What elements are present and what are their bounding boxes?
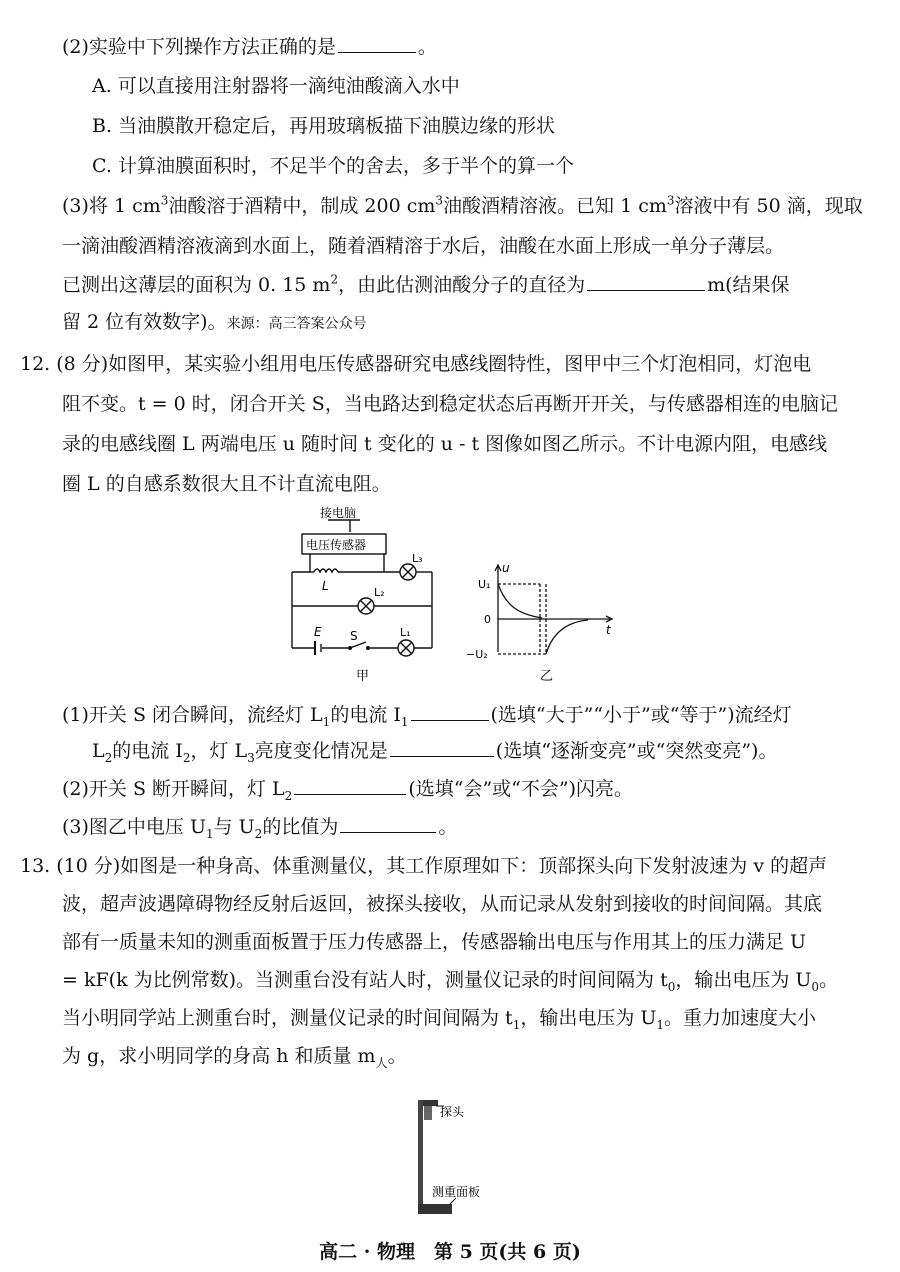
axis-label-u: u bbox=[502, 562, 510, 575]
label-switch: S bbox=[350, 629, 358, 643]
page-footer: 高二 · 物理 第 5 页(共 6 页) bbox=[319, 1241, 581, 1263]
q12-sub3: (3)图乙中电压 $U_1$与 $U_2$的比值为 。 bbox=[62, 816, 458, 841]
answer-blank[interactable] bbox=[587, 272, 705, 291]
answer-blank[interactable] bbox=[390, 738, 494, 757]
figure-a-caption: 甲 bbox=[356, 669, 370, 684]
label-weigh-panel: 测重面板 bbox=[432, 1185, 481, 1199]
q11-part3-line3: 已测出这薄层的面积为 0. 15 $m^2$，由此估测油酸分子的直径为 m(结果保 bbox=[62, 272, 790, 296]
q13-stem-line1: 13. (10 分)如图是一种身高、体重测量仪，其工作原理如下：顶部探头向下发射波速为 v 的超声 bbox=[20, 855, 828, 877]
q12-stem-line3: 录的电感线圈 L 两端电压 u 随时间 t 变化的 u - t 图像如图乙所示。不计电源内阻，电感线 bbox=[62, 433, 828, 455]
answer-blank[interactable] bbox=[411, 702, 489, 721]
q11-option-a: A. 可以直接用注射器将一滴纯油酸滴入水中 bbox=[92, 75, 460, 97]
q12-stem-line4: 圈 L 的自感系数很大且不计直流电阻。 bbox=[62, 473, 391, 495]
label-lamp-1: L₁ bbox=[400, 626, 411, 639]
answer-blank[interactable] bbox=[338, 34, 416, 53]
q11-part3-line1: (3)将 1 $cm^3$油酸溶于酒精中，制成 200 $cm^3$油酸酒精溶液。已知 1 $cm^3$溶液中有 50 滴，现取 bbox=[62, 193, 863, 217]
q11-option-c: C. 计算油膜面积时，不足半个的舍去，多于半个的算一个 bbox=[92, 155, 574, 177]
label-u1: U₁ bbox=[478, 578, 491, 591]
label-lamp-2: L₂ bbox=[374, 586, 385, 599]
q12-sub1-line2: $L_2$的电流 $I_2$，灯 $L_3$亮度变化情况是 (选填“逐渐变亮”或“突然变亮”)。 bbox=[92, 740, 778, 765]
q13-stem-line5: 当小明同学站上测重台时，测量仪记录的时间间隔为 $t_1$，输出电压为 $U_1$。重力加速度大小 bbox=[62, 1007, 817, 1032]
circuit-diagram bbox=[280, 502, 450, 692]
label-lamp-3: L₃ bbox=[412, 552, 423, 565]
label-emf: E bbox=[314, 625, 322, 639]
q12-sub1-line1: (1)开关 S 闭合瞬间，流经灯 $L_1$的电流 $I_1$ (选填“大于”“小于”或“等于”)流经灯 bbox=[62, 704, 792, 729]
q13-stem-line3: 部有一质量未知的测重面板置于压力传感器上，传感器输出电压与作用其上的压力满足 U bbox=[62, 931, 807, 953]
height-weight-meter-figure bbox=[410, 1092, 520, 1224]
q11-part3-line2: 一滴油酸酒精溶液滴到水面上，随着酒精溶于水后，油酸在水面上形成一单分子薄层。 bbox=[62, 235, 785, 257]
q13-stem-line2: 波，超声波遇障碍物经反射后返回，被探头接收，从而记录从发射到接收的时间间隔。其底 bbox=[62, 893, 823, 915]
q11-part3-line4: 留 2 位有效数字)。来源：高三答案公众号 bbox=[62, 311, 367, 333]
q11-option-b: B. 当油膜散开稳定后，再用玻璃板描下油膜边缘的形状 bbox=[92, 115, 556, 137]
label-computer: 接电脑 bbox=[320, 506, 357, 520]
label-inductor: L bbox=[322, 579, 329, 593]
q12-stem-line2: 阻不变。t = 0 时，闭合开关 S，当电路达到稳定状态后再断开开关，与传感器相连的电脑记 bbox=[62, 393, 838, 415]
label-voltage-sensor: 电压传感器 bbox=[306, 538, 367, 552]
q13-stem-line6: 为 g，求小明同学的身高 h 和质量 $m_人$。 bbox=[62, 1045, 407, 1070]
q12-stem-line1: 12. (8 分)如图甲，某实验小组用电压传感器研究电感线圈特性，图甲中三个灯泡相同，灯泡电 bbox=[20, 353, 812, 375]
axis-label-t: t bbox=[606, 623, 611, 637]
q12-sub2: (2)开关 S 断开瞬间，灯 $L_2$ (选填“会”或“不会”)闪亮。 bbox=[62, 778, 633, 803]
q13-stem-line4: = kF(k 为比例常数)。当测重台没有站人时，测量仪记录的时间间隔为 $t_0$，输出电压为 $U_0$。 bbox=[62, 969, 839, 994]
source-note: 来源：高三答案公众号 bbox=[226, 316, 367, 332]
label-probe: 探头 bbox=[440, 1105, 465, 1119]
answer-blank[interactable] bbox=[340, 814, 436, 833]
label-neg-u2: −U₂ bbox=[466, 648, 488, 661]
q11-part2-stem: (2)实验中下列操作方法正确的是 。 bbox=[62, 36, 437, 58]
figure-b-caption: 乙 bbox=[540, 669, 554, 684]
label-zero: 0 bbox=[484, 613, 491, 626]
u-t-graph bbox=[462, 562, 622, 692]
answer-blank[interactable] bbox=[294, 776, 406, 795]
